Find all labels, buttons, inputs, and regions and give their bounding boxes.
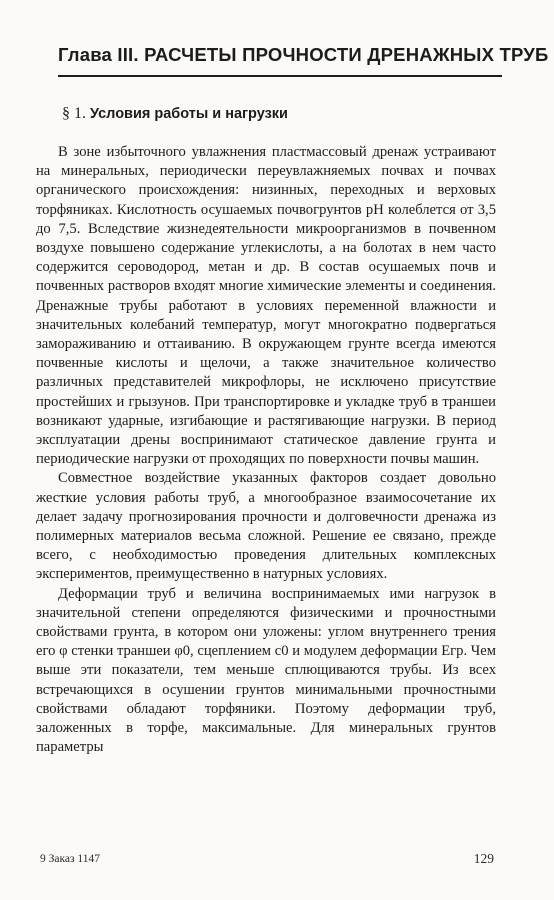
paragraph-2: Совместное воздействие указанных факторов создает довольно жесткие условия работы труб, а многообразное взаимосочетание их делает задачу прогнозирования прочности и долговечности дренажа из полимерных материалов весьма сложной. Решение ее связано, прежде всего, с необходимостью проведения длительных комплексных экспериментов, преимущественно в натурных условиях. — [36, 470, 496, 583]
signature-mark: 9 Заказ 1147 — [40, 853, 100, 865]
paragraph-1: В зоне избыточного увлажнения пластмассовый дренаж устраивают на минеральных, периодически переувлажняемых почвах и почвах органического происхождения: низинных, переходных и верховых торфяниках. Кислотность осушаемых почвогрунтов pH колеблется от 3,5 до 7,5. Вследствие жизнедеятельности микроорганизмов в почвенном воздухе повышено содержание углекислоты, а на болотах в нем часто содержится сероводород, метан и др. В состав осушаемых почв и почвенных растворов входят многие химические элементы и соединения. Дренажные трубы работают в условиях переменной влажности и значительных колебаний температур, могут многократно подвергаться замораживанию и оттаиванию. В окружающем грунте всегда имеются почвенные кислоты и щелочи, а также значительное количество различных представителей микрофлоры, не исключено присутствие простейших и грызунов. При транспортировке и укладке труб в траншеи возникают ударные, изгибающие и растягивающие нагрузки. В период эксплуатации дрены воспринимают статическое давление грунта и периодические нагрузки от проходящих по поверхности почвы машин. — [36, 144, 496, 468]
section-number: § 1. — [62, 105, 86, 122]
paragraph-3: Деформации труб и величина воспринимаемых ими нагрузок в значительной степени определяются физическими и прочностными свойствами грунта, в котором они уложены: углом внутреннего трения его φ стенки траншеи φ0, сцеплением c0 и модулем деформации Eгр. Чем выше эти показатели, тем меньше сплющиваются трубы. Из всех встречающихся в осушении грунтов минимальными прочностными свойствами обладают торфяники. Поэтому деформации труб, заложенных в торфе, максимальные. Для минеральных грунтов параметры — [36, 585, 496, 756]
page-number: 129 — [473, 851, 494, 866]
body-text — [36, 143, 496, 758]
section-title: Условия работы и нагрузки — [90, 106, 288, 122]
chapter-title: Глава III. РАСЧЕТЫ ПРОЧНОСТИ ДРЕНАЖНЫХ ТРУБ — [58, 44, 549, 65]
header-rule — [58, 75, 502, 77]
section-heading — [62, 105, 288, 123]
